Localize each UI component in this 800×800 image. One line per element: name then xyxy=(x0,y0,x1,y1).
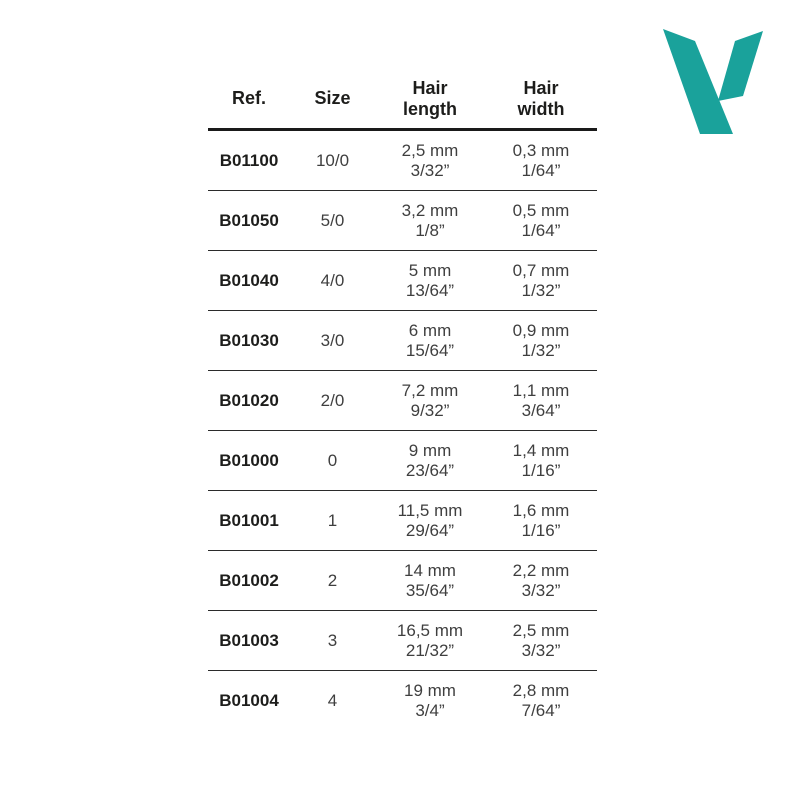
table-row xyxy=(208,611,597,671)
header-hair-width-line2: width xyxy=(517,98,565,119)
hair-length-inch: 15/64” xyxy=(405,340,455,360)
table-row xyxy=(208,191,597,251)
hair-length-inch: 13/64” xyxy=(405,280,455,300)
hair-length-cell xyxy=(375,561,485,601)
table-header-row xyxy=(208,69,597,131)
table-row xyxy=(208,371,597,431)
header-size: Size xyxy=(314,88,351,108)
hair-width-cell xyxy=(485,381,597,421)
hair-length-mm: 11,5 mm xyxy=(397,500,463,520)
hair-length-mm: 16,5 mm xyxy=(396,620,464,640)
ref-cell: B01030 xyxy=(219,330,279,350)
hair-length-cell xyxy=(375,681,485,721)
hair-width-mm: 2,5 mm xyxy=(512,620,570,640)
hair-length-inch: 3/32” xyxy=(410,160,450,180)
size-cell: 3/0 xyxy=(320,330,345,350)
header-ref: Ref. xyxy=(231,88,266,108)
hair-width-mm: 0,7 mm xyxy=(512,260,570,280)
hair-width-mm: 1,1 mm xyxy=(512,380,570,400)
ref-cell: B01003 xyxy=(219,630,279,650)
hair-length-inch: 23/64” xyxy=(405,460,455,480)
hair-length-cell xyxy=(375,501,485,541)
hair-length-mm: 14 mm xyxy=(404,560,456,580)
hair-length-inch: 9/32” xyxy=(410,400,450,420)
table-row xyxy=(208,311,597,371)
hair-width-inch: 1/64” xyxy=(521,220,561,240)
header-hair-width-line1: Hair xyxy=(523,77,559,98)
hair-width-mm: 1,6 mm xyxy=(512,500,570,520)
hair-length-mm: 6 mm xyxy=(408,320,452,340)
hair-length-mm: 2,5 mm xyxy=(401,140,459,160)
table-row xyxy=(208,251,597,311)
hair-length-cell xyxy=(375,441,485,481)
table-row xyxy=(208,131,597,191)
hair-width-mm: 0,3 mm xyxy=(512,140,570,160)
hair-width-cell xyxy=(485,201,597,241)
ref-cell: B01001 xyxy=(219,510,279,530)
v-logo-left-stroke xyxy=(663,29,733,134)
hair-length-inch: 21/32” xyxy=(405,640,455,660)
table-row xyxy=(208,551,597,611)
hair-width-inch: 3/64” xyxy=(521,400,561,420)
hair-width-inch: 1/64” xyxy=(521,160,561,180)
hair-width-mm: 2,2 mm xyxy=(512,560,570,580)
hair-length-mm: 3,2 mm xyxy=(401,200,459,220)
hair-length-mm: 5 mm xyxy=(408,260,452,280)
hair-width-inch: 1/16” xyxy=(521,460,561,480)
table-row xyxy=(208,491,597,551)
size-cell: 2 xyxy=(327,570,338,590)
hair-width-mm: 1,4 mm xyxy=(512,440,570,460)
hair-width-cell xyxy=(485,261,597,301)
size-cell: 3 xyxy=(327,630,338,650)
spec-table xyxy=(208,69,597,730)
hair-length-cell xyxy=(375,321,485,361)
hair-length-cell xyxy=(375,381,485,421)
hair-width-cell xyxy=(485,621,597,661)
hair-length-inch: 35/64” xyxy=(405,580,455,600)
hair-length-mm: 7,2 mm xyxy=(401,380,459,400)
ref-cell: B01100 xyxy=(219,150,279,170)
size-cell: 4 xyxy=(327,690,338,710)
hair-width-inch: 1/32” xyxy=(521,280,561,300)
header-hair-length xyxy=(375,78,485,120)
hair-width-mm: 2,8 mm xyxy=(512,680,570,700)
hair-width-inch: 3/32” xyxy=(521,640,561,660)
hair-width-inch: 7/64” xyxy=(521,700,561,720)
table-row xyxy=(208,671,597,730)
size-cell: 5/0 xyxy=(320,210,345,230)
table-body xyxy=(208,131,597,730)
size-cell: 2/0 xyxy=(320,390,345,410)
header-hair-width xyxy=(485,78,597,120)
header-hair-length-line1: Hair xyxy=(412,77,448,98)
hair-length-cell xyxy=(375,261,485,301)
ref-cell: B01050 xyxy=(219,210,279,230)
hair-width-cell xyxy=(485,321,597,361)
hair-width-cell xyxy=(485,441,597,481)
size-cell: 10/0 xyxy=(315,150,350,170)
v-logo-icon xyxy=(655,24,771,138)
hair-length-cell xyxy=(375,201,485,241)
table-row xyxy=(208,431,597,491)
hair-width-inch: 3/32” xyxy=(521,580,561,600)
ref-cell: B01020 xyxy=(219,390,279,410)
hair-width-cell xyxy=(485,561,597,601)
hair-width-cell xyxy=(485,681,597,721)
hair-length-cell xyxy=(375,141,485,181)
ref-cell: B01040 xyxy=(219,270,279,290)
v-logo-right-stroke xyxy=(718,31,763,101)
hair-width-cell xyxy=(485,141,597,181)
hair-length-inch: 1/8” xyxy=(415,220,445,240)
header-hair-length-line2: length xyxy=(403,98,457,119)
hair-width-mm: 0,9 mm xyxy=(512,320,570,340)
hair-length-inch: 3/4” xyxy=(415,700,445,720)
ref-cell: B01004 xyxy=(219,690,279,710)
hair-width-cell xyxy=(485,501,597,541)
hair-width-inch: 1/16” xyxy=(521,520,561,540)
hair-length-mm: 19 mm xyxy=(404,680,456,700)
ref-cell: B01002 xyxy=(219,570,279,590)
hair-width-mm: 0,5 mm xyxy=(512,200,570,220)
size-cell: 0 xyxy=(327,450,338,470)
hair-length-cell xyxy=(375,621,485,661)
hair-length-inch: 29/64” xyxy=(405,520,455,540)
hair-length-mm: 9 mm xyxy=(408,440,452,460)
size-cell: 1 xyxy=(327,510,338,530)
hair-width-inch: 1/32” xyxy=(521,340,561,360)
size-cell: 4/0 xyxy=(320,270,345,290)
ref-cell: B01000 xyxy=(219,450,279,470)
